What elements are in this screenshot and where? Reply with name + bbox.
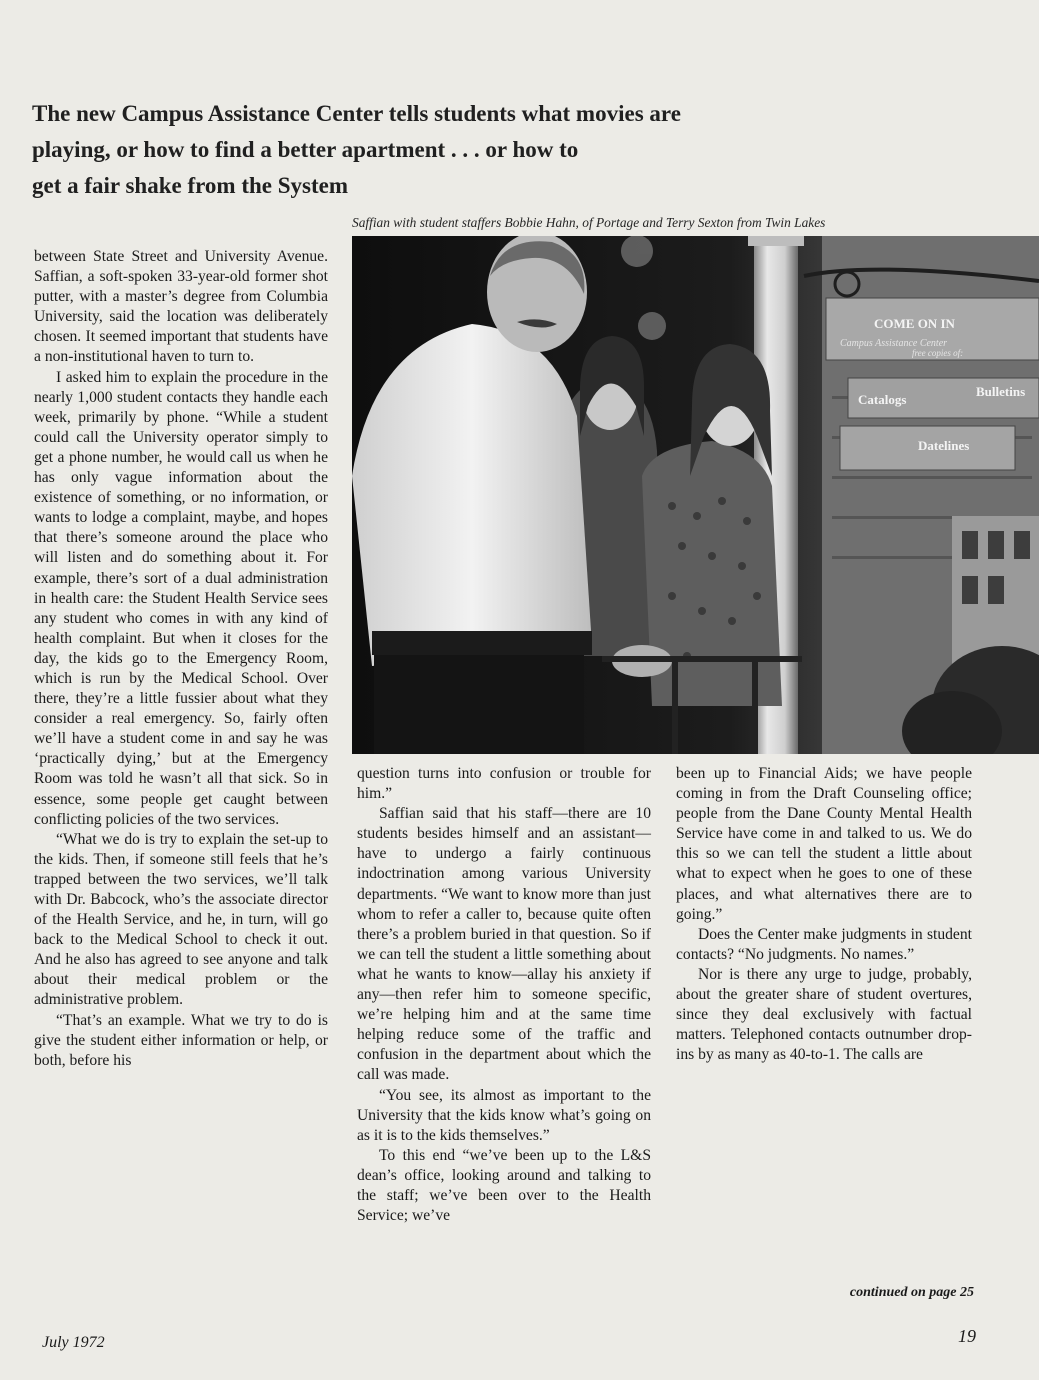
headline-line-1: The new Campus Assistance Center tells students what movies are bbox=[32, 101, 681, 126]
footer-date: July 1972 bbox=[42, 1334, 105, 1351]
page-number: 19 bbox=[958, 1326, 976, 1346]
article-headline bbox=[32, 96, 752, 204]
headline-line-3: get a fair shake from the System bbox=[32, 173, 348, 198]
col3-paragraph-3: Nor is there any urge to judge, probably, about the greater share of student overtures, since they deal exclusively with factual matters. Telephoned contacts outnumber drop-ins by as many as 40-to-1. The calls are bbox=[676, 965, 972, 1064]
text-column-2 bbox=[357, 764, 651, 1226]
sign2-text: Catalogs bbox=[858, 392, 907, 407]
col2-paragraph-1: question turns into confusion or trouble for him.” bbox=[357, 765, 651, 803]
col3-paragraph-2: Does the Center make judgments in student contacts? “No judgments. No names.” bbox=[676, 925, 972, 963]
sign1-sub2: free copies of: bbox=[912, 348, 964, 358]
photo-illustration bbox=[352, 236, 1039, 754]
col1-paragraph-4: “That’s an example. What we try to do is give the student either information or help, or both, before his bbox=[34, 1011, 328, 1069]
col1-paragraph-2: I asked him to explain the procedure in the nearly 1,000 student contacts they handle each week, primarily by phone. “While a student could call the University operator simply to get a phone number, he would call us when he has only vague information about the existence of something, or no information, or wants to lodge a complaint, maybe, and hopes that there’s someone around the place who will listen and do something about it. For example, there’s sort of a dual administration in health care: the Student Health Service sees any student who comes in with any kind of health complaint. But when it closes for the day, the kids go to the Emergency Room, which is run by the Medical School. Over there, they’re a little fussier about what they consider a real emergency. So, fairly often we’ll have a student come in and say he was ‘practically dying,’ but at the Emergency Room was told he wasn’t all that sick. So in essence, some people get caught between conflicting policies of the two services. bbox=[34, 368, 328, 828]
text-column-1 bbox=[34, 247, 328, 1071]
sign1-text: COME ON IN bbox=[874, 316, 955, 331]
col3-paragraph-1: been up to Financial Aids; we have people coming in from the Draft Counseling office; people from the Dane County Mental Health Service have come in and talked to us. We do this so we can tell the student a little about what to expect when he goes to one of these places, and what alternatives there are to going.” bbox=[676, 765, 972, 923]
sign-catalogs bbox=[848, 378, 1039, 418]
continued-note: continued on page 25 bbox=[849, 1285, 974, 1300]
sign-datelines bbox=[840, 426, 1015, 470]
sign3-text: Datelines bbox=[918, 438, 970, 453]
col2-paragraph-3: “You see, its almost as important to the University that the kids know what’s going on as it is to the kids themselves.” bbox=[357, 1086, 651, 1144]
sign2-text-b: Bulletins bbox=[976, 384, 1026, 399]
col2-paragraph-2: Saffian said that his staff—there are 10 students besides himself and an assistant—have to undergo a fairly continuous indoctrination among various University departments. “We want to know more than just whom to refer a caller to, because quite often there’s a problem buried in that question. So if we can tell the student a little something about what he wants to know—allay his anxiety if any—then refer him to someone specific, we’re helping him and at the same time helping reduce some of the traffic and confusion in the department about which the call was made. bbox=[357, 805, 651, 1084]
sign-come-on-in bbox=[826, 298, 1039, 360]
text-column-3 bbox=[676, 764, 972, 1065]
photo-caption: Saffian with student staffers Bobbie Hahn, of Portage and Terry Sexton from Twin Lakes bbox=[352, 215, 826, 230]
headline-line-2: playing, or how to find a better apartment . . . or how to bbox=[32, 137, 579, 162]
col2-paragraph-4: To this end “we’ve been up to the L&S dean’s office, looking around and talking to the staff; we’ve been over to the Health Service; we’ve bbox=[357, 1146, 651, 1225]
article-photo bbox=[352, 236, 1039, 754]
col1-paragraph-3: “What we do is try to explain the set-up to the kids. Then, if someone still feels that he’s trapped between the two services, we’ll talk with Dr. Babcock, who’s the associate director of the Health Service, and he, in turn, will go back to the Medical School to check it out. And he also has agreed to see anyone and talk about their medical problem or the administrative problem. bbox=[34, 830, 328, 1009]
sign1-sub1: Campus Assistance Center bbox=[840, 338, 948, 349]
col1-paragraph-1: between State Street and University Avenue. Saffian, a soft-spoken 33-year-old former shot putter, with a master’s degree from Columbia University, said the location was deliberately chosen. It seemed important that students have a non-institutional haven to turn to. bbox=[34, 248, 328, 366]
